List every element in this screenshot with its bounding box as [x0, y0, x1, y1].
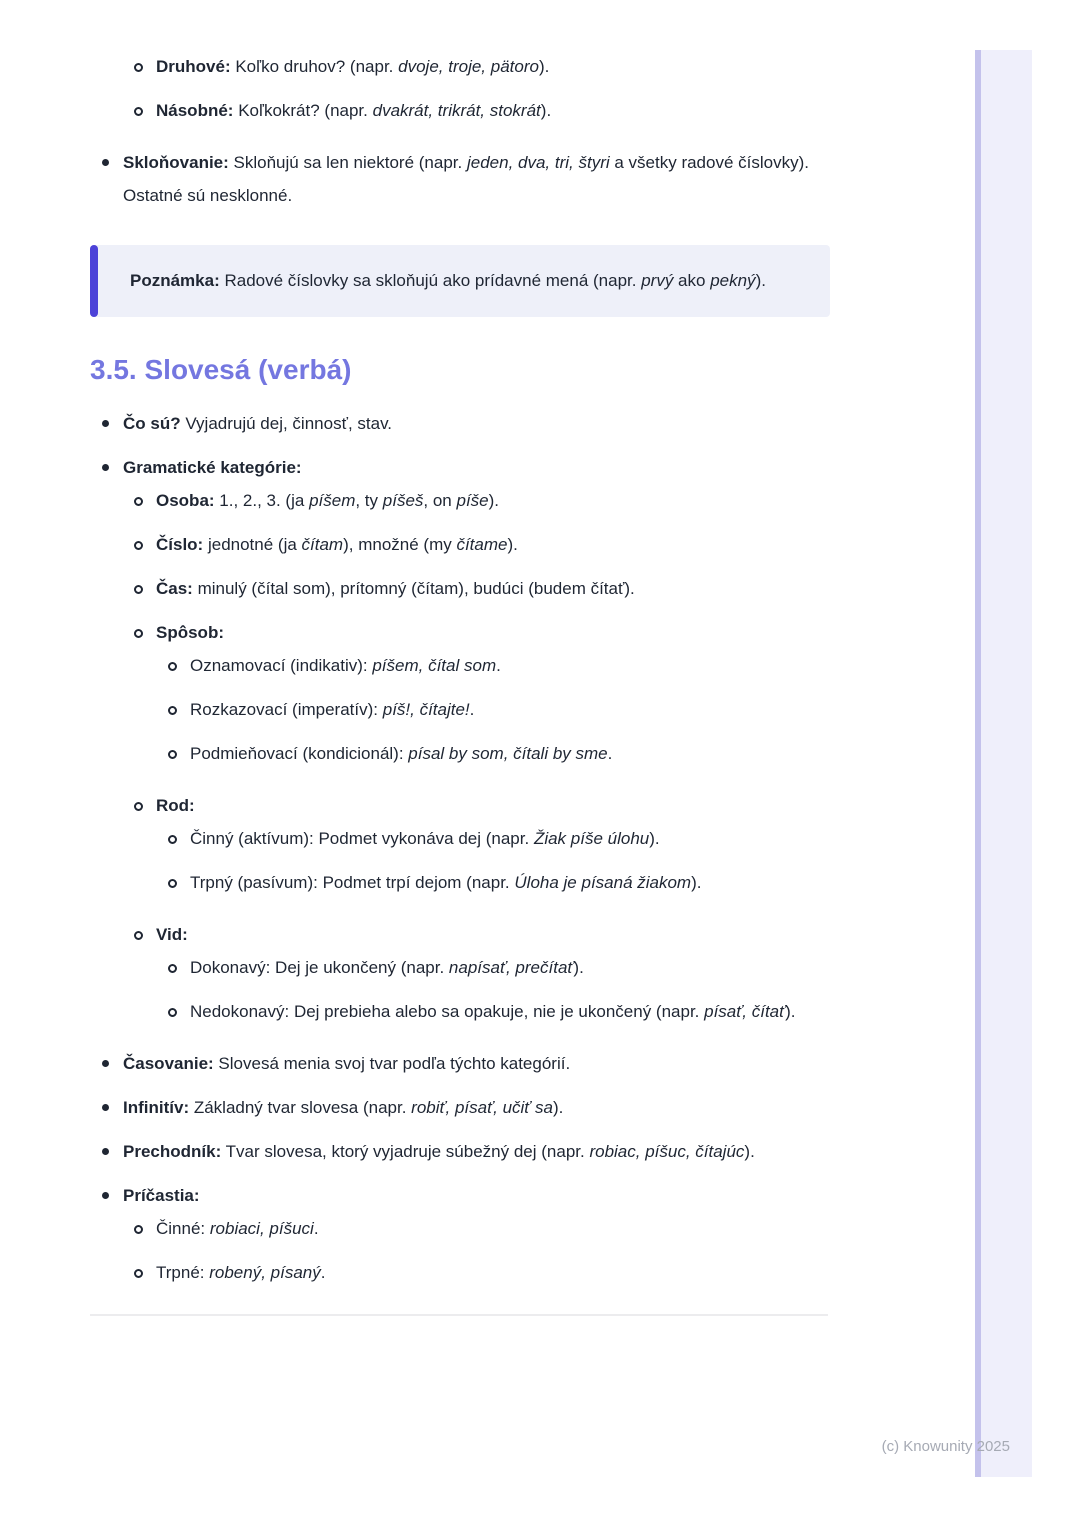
list-item	[90, 616, 830, 649]
list-item-text	[123, 407, 830, 440]
list-item	[90, 918, 830, 951]
bullet-circle-icon	[134, 1225, 143, 1234]
bullet-circle-icon	[168, 879, 177, 888]
bullet-circle-icon	[134, 629, 143, 638]
text-run: Oznamovací (indikativ):	[190, 656, 373, 675]
bullet-circle-icon	[134, 107, 143, 116]
list-item	[90, 1135, 830, 1168]
list-item	[90, 94, 830, 127]
list-item-text	[156, 528, 830, 561]
list-item	[90, 407, 830, 440]
text-run: ako	[673, 271, 711, 290]
list-item	[90, 866, 830, 899]
text-run-italic: prvý	[641, 271, 674, 290]
text-run-italic: robený, písaný	[209, 1263, 321, 1282]
text-run-bold: Číslo:	[156, 535, 204, 554]
list-item-text	[190, 693, 830, 726]
text-run: Vyjadrujú dej, činnosť, stav.	[180, 414, 393, 433]
text-run: ).	[507, 535, 518, 554]
text-run-italic: pekný	[710, 271, 756, 290]
text-run: ).	[540, 101, 552, 120]
list-item-text	[156, 1212, 830, 1245]
list-item	[90, 693, 830, 726]
section-divider	[90, 1314, 828, 1316]
text-run-bold: Druhové:	[156, 57, 231, 76]
text-run-bold: Rod:	[156, 796, 195, 815]
text-run-bold: Gramatické kategórie:	[123, 458, 302, 477]
text-run-italic: píš!, čítajte!	[382, 700, 470, 719]
list-item	[90, 1091, 830, 1124]
text-run: ), množné (my	[343, 535, 457, 554]
text-run: .	[496, 656, 501, 675]
right-side-rail	[975, 50, 1032, 1477]
text-run-bold: Spôsob:	[156, 623, 224, 642]
text-run-italic: čítame	[456, 535, 508, 554]
text-run: ).	[744, 1142, 755, 1161]
list-item	[90, 50, 830, 83]
list-item-text	[190, 649, 830, 682]
bullet-disc-icon	[102, 1104, 109, 1111]
list-item-text	[156, 1256, 830, 1289]
text-run: Slovesá menia svoj tvar podľa týchto kategórií.	[213, 1054, 571, 1073]
list-item	[90, 1212, 830, 1245]
bullet-circle-icon	[134, 1269, 143, 1278]
text-run-italic: robiaci, píšuci	[209, 1219, 314, 1238]
footer-credit: (c) Knowunity 2025	[881, 1438, 1010, 1455]
list-item-text	[190, 866, 830, 899]
text-run: Tvar slovesa, ktorý vyjadruje súbežný dej (napr.	[221, 1142, 590, 1161]
text-run: .	[469, 700, 475, 719]
text-run-italic: dvakrát, trikrát, stokrát	[372, 101, 541, 120]
list-item	[90, 822, 830, 855]
list-item	[90, 1256, 830, 1289]
bullet-disc-icon	[102, 1148, 109, 1155]
text-run: ).	[553, 1098, 564, 1117]
bullet-circle-icon	[168, 706, 177, 715]
bullet-disc-icon	[102, 1192, 109, 1199]
text-run-italic: napísať, prečítať	[448, 958, 574, 977]
text-run: .	[320, 1263, 326, 1282]
text-run-bold: Čo sú?	[123, 414, 181, 433]
text-run-italic: robiť, písať, učiť sa	[411, 1098, 553, 1117]
text-run: Koľkokrát? (napr.	[233, 101, 373, 120]
text-run-italic: čítam	[301, 535, 344, 554]
text-run-italic: Úloha je písaná žiakom	[514, 873, 692, 892]
text-run: , on	[423, 491, 457, 510]
text-run-bold: Príčastia:	[123, 1186, 200, 1205]
text-run: ).	[649, 829, 660, 848]
list-item-text	[123, 1091, 830, 1124]
text-run: .	[607, 744, 613, 763]
text-run-bold: Čas:	[156, 579, 193, 598]
list-item-text	[123, 1135, 830, 1168]
text-run: Nedokonavý: Dej prebieha alebo sa opakuje, nie je ukončený (napr.	[190, 1002, 705, 1021]
list-item-text	[156, 94, 830, 127]
text-run-bold: Časovanie:	[123, 1054, 214, 1073]
text-run-italic: robiac, píšuc, čítajúc	[589, 1142, 745, 1161]
text-run-italic: písať, čítať	[704, 1002, 786, 1021]
text-run: Koľko druhov? (napr.	[230, 57, 399, 76]
text-run-italic: Žiak píše úlohu	[533, 829, 650, 848]
text-run-italic: jeden, dva, tri, štyri	[466, 153, 610, 172]
text-run-bold: Poznámka:	[130, 271, 220, 290]
text-run: ).	[691, 873, 702, 892]
list-item	[90, 951, 830, 984]
list-item	[90, 528, 830, 561]
list-item-text	[123, 1179, 830, 1212]
bullet-circle-icon	[134, 802, 143, 811]
text-run: Činné:	[156, 1219, 210, 1238]
bullet-disc-icon	[102, 420, 109, 427]
bullet-circle-icon	[134, 931, 143, 940]
text-run: ).	[488, 491, 500, 510]
bullet-circle-icon	[168, 750, 177, 759]
list-item	[90, 484, 830, 517]
bullet-disc-icon	[102, 159, 109, 166]
text-run: Rozkazovací (imperatív):	[190, 700, 383, 719]
list-item-text	[156, 572, 830, 605]
list-item	[90, 1047, 830, 1080]
text-run-bold: Infinitív:	[123, 1098, 190, 1117]
text-run: a všetky radové číslovky). Ostatné sú nesklonné.	[123, 153, 809, 205]
bullet-circle-icon	[168, 835, 177, 844]
note-text	[130, 271, 766, 290]
text-run-bold: Osoba:	[156, 491, 215, 510]
list-item	[90, 737, 830, 770]
text-run: jednotné (ja	[203, 535, 302, 554]
text-run-bold: Prechodník:	[123, 1142, 222, 1161]
text-run: Radové číslovky sa skloňujú ako prídavné mená (napr.	[219, 271, 642, 290]
bullet-circle-icon	[134, 585, 143, 594]
list-item-text	[190, 737, 830, 770]
list-item	[90, 1179, 830, 1212]
list-item	[90, 572, 830, 605]
bullet-circle-icon	[134, 497, 143, 506]
text-run: Činný (aktívum): Podmet vykonáva dej (napr.	[190, 829, 534, 848]
text-run: ).	[573, 958, 584, 977]
list-item-text	[156, 789, 830, 822]
list-item	[90, 451, 830, 484]
list-item-text	[156, 918, 830, 951]
list-item-text	[190, 995, 830, 1028]
list-item	[90, 995, 830, 1028]
text-run-italic: dvoje, troje, pätoro	[398, 57, 539, 76]
list-item	[90, 146, 830, 212]
text-run-italic: píše	[456, 491, 489, 510]
text-run: .	[313, 1219, 319, 1238]
section-heading: 3.5. Slovesá (verbá)	[90, 354, 352, 385]
text-run-bold: Násobné:	[156, 101, 234, 120]
document-content	[90, 50, 830, 1316]
text-run: Skloňujú sa len niektoré (napr.	[228, 153, 467, 172]
text-run: , ty	[355, 491, 383, 510]
text-run: Dokonavý: Dej je ukončený (napr.	[190, 958, 449, 977]
list-item-text	[156, 50, 830, 83]
bullet-disc-icon	[102, 1060, 109, 1067]
list-item-text	[156, 616, 830, 649]
list-item	[90, 649, 830, 682]
list-item-text	[123, 1047, 830, 1080]
text-run-italic: píšeš	[382, 491, 424, 510]
text-run-italic: písal by som, čítali by sme	[408, 744, 608, 763]
text-run: Podmieňovací (kondicionál):	[190, 744, 409, 763]
text-run-bold: Vid:	[156, 925, 188, 944]
text-run-italic: píšem, čítal som	[372, 656, 497, 675]
bullet-disc-icon	[102, 464, 109, 471]
list-item-text	[156, 484, 830, 517]
note-accent-bar	[90, 245, 98, 317]
text-run: ).	[785, 1002, 796, 1021]
bullet-circle-icon	[134, 541, 143, 550]
bullet-circle-icon	[134, 63, 143, 72]
text-run: ).	[755, 271, 766, 290]
text-run: minulý (čítal som), prítomný (čítam), budúci (budem čítať).	[192, 579, 635, 598]
text-run: Základný tvar slovesa (napr.	[189, 1098, 412, 1117]
bullet-circle-icon	[168, 964, 177, 973]
text-run: Trpný (pasívum): Podmet trpí dejom (napr.	[190, 873, 515, 892]
list-item-text	[123, 146, 830, 212]
list-item	[90, 789, 830, 822]
text-run-italic: píšem	[309, 491, 356, 510]
bullet-circle-icon	[168, 1008, 177, 1017]
text-run: 1., 2., 3. (ja	[214, 491, 310, 510]
list-item-text	[190, 951, 830, 984]
text-run: Trpné:	[156, 1263, 210, 1282]
text-run-bold: Skloňovanie:	[123, 153, 229, 172]
note-callout	[90, 245, 830, 317]
text-run: ).	[538, 57, 550, 76]
list-item-text	[123, 451, 830, 484]
list-item-text	[190, 822, 830, 855]
bullet-circle-icon	[168, 662, 177, 671]
